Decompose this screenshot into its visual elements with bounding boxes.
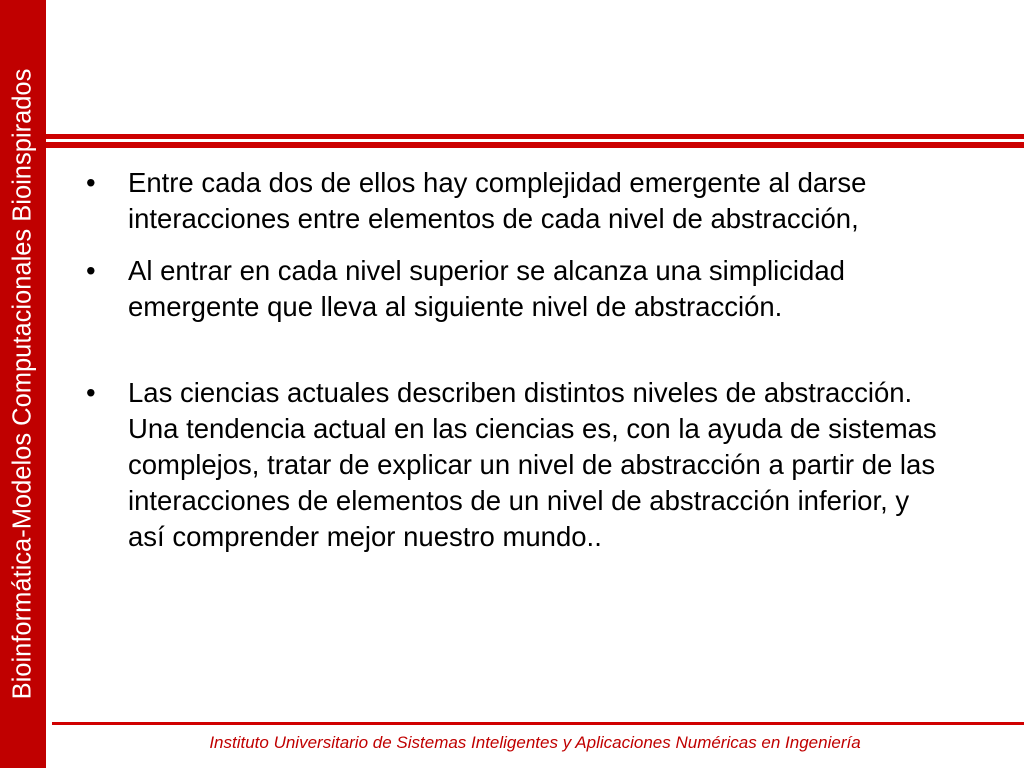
sidebar — [0, 0, 46, 768]
sidebar-title: Bioinformática-Modelos Computacionales Bioinspirados — [8, 68, 37, 700]
bullet-item — [84, 165, 944, 237]
header-divider — [46, 134, 1024, 148]
footer-divider — [52, 722, 1024, 725]
footer-institution: Instituto Universitario de Sistemas Inteligentes y Aplicaciones Numéricas en Ingeniería — [209, 733, 861, 752]
bullet-icon: • — [86, 377, 96, 408]
bullet-text: Al entrar en cada nivel superior se alcanza una simplicidad emergente que lleva al siguiente nivel de abstracción. — [128, 255, 845, 322]
bullet-item — [84, 375, 944, 555]
bullet-icon: • — [86, 255, 96, 286]
bullet-item — [84, 253, 944, 325]
bullet-text: Entre cada dos de ellos hay complejidad emergente al darse interacciones entre elementos de cada nivel de abstracción, — [128, 167, 867, 234]
bullet-text: Las ciencias actuales describen distintos niveles de abstracción. Una tendencia actual en las ciencias es, con la ayuda de sistemas complejos, tratar de explicar un nivel de abstracción a partir de las interacciones de elementos de un nivel de abstracción inferior, y así comprender mejor nuestro mundo.. — [128, 377, 937, 552]
bullet-icon: • — [86, 167, 96, 198]
slide-body — [84, 165, 944, 571]
